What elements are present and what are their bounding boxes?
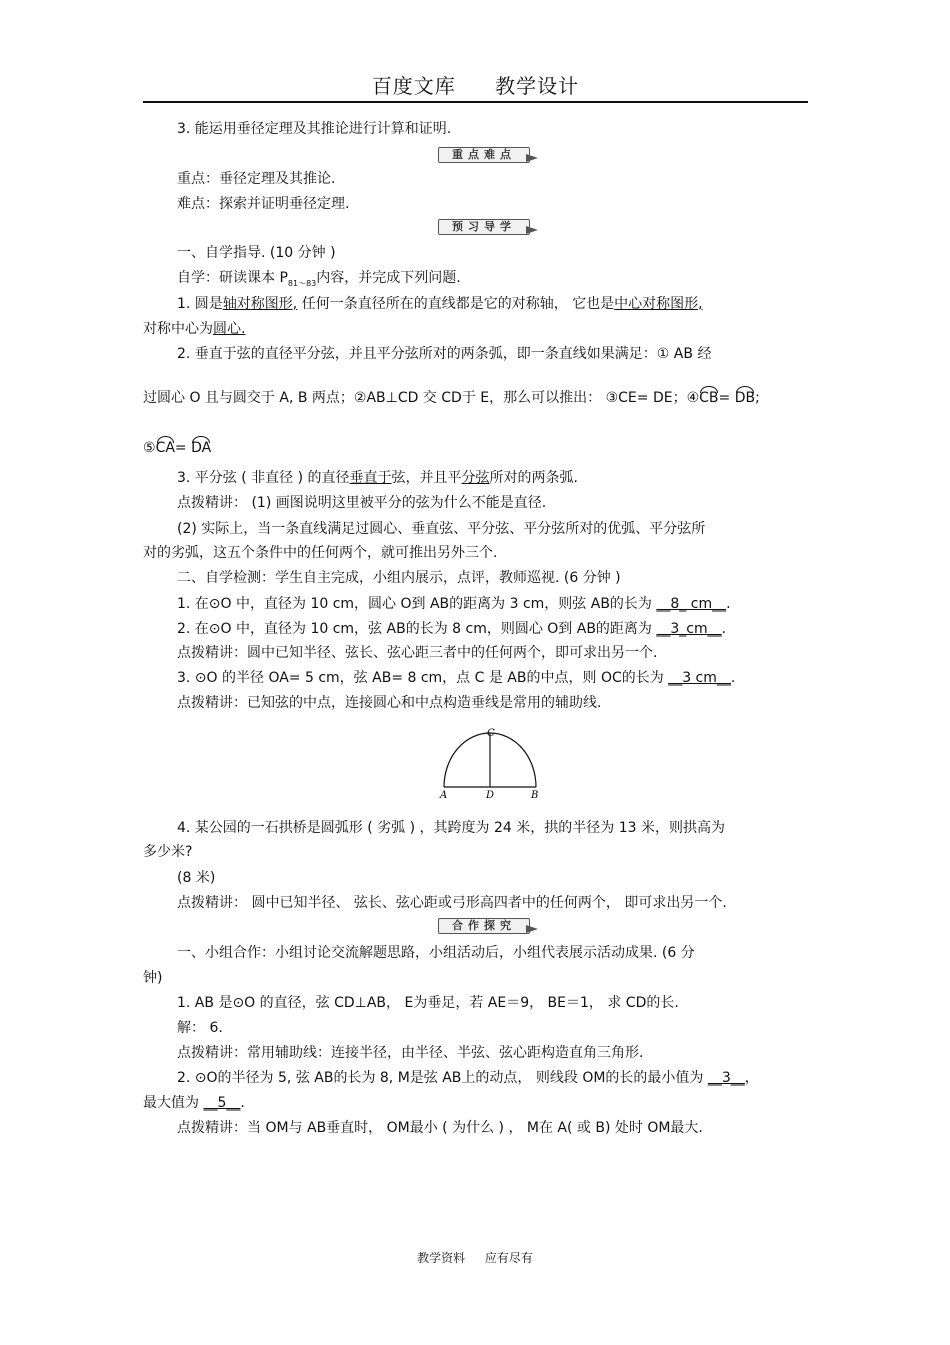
label-c: C	[487, 728, 495, 739]
q2-equals-2: =	[174, 440, 192, 456]
section-self-check: 二、自学检测：学生自主完成，小组内展示，点评，教师巡视. (6 分钟 )	[177, 570, 621, 586]
g2-answer-min: __3__	[707, 1070, 745, 1086]
q3-text-2: 弦，并且平	[391, 470, 462, 486]
group-2-cont	[143, 1094, 245, 1112]
label-b: B	[531, 790, 539, 801]
banner-cooperation-label: 合作探究	[438, 918, 530, 934]
banner-arrow-icon	[526, 154, 538, 162]
c3-answer: __3 cm__	[668, 670, 731, 686]
arch-figure	[438, 725, 542, 803]
header-rule	[143, 101, 808, 103]
page-footer	[0, 1249, 950, 1266]
question-2-cont	[143, 389, 760, 407]
tip-3: 点拨精讲：圆中已知半径、弦长、弦心距三者中的任何两个，即可求出另一个.	[177, 645, 658, 661]
self-study-tail: 内容，并完成下列问题.	[316, 270, 461, 286]
q2-item-5: ⑤	[143, 440, 156, 456]
c1-end: .	[726, 596, 731, 612]
c1-text: 1. 在⊙O 中，直径为 10 cm，圆心 O到 AB的距离为 3 cm，则弦 AB的长为	[177, 596, 657, 612]
check-4-cont: 多少米?	[143, 844, 193, 860]
banner-cooperation	[438, 918, 540, 934]
banner-key-points-label: 重点难点	[438, 147, 530, 163]
page-header	[143, 70, 808, 99]
group-2	[177, 1069, 759, 1087]
q1-answer-1: 轴对称图形,	[222, 296, 298, 312]
tip-7: 点拨精讲：当 OM与 AB垂直时， OM最小 ( 为什么 ) ， M在 A( 或 B) 处时 OM最大.	[177, 1120, 703, 1136]
banner-preview	[438, 219, 540, 235]
check-3	[177, 669, 735, 687]
g2-text: 2. ⊙O的半径为 5, 弦 AB的长为 8, M是弦 AB上的动点， 则线段 OM的长的最小值为	[177, 1070, 708, 1086]
q3-text: 3. 平分弦 ( 非直径 ) 的直径	[177, 470, 350, 486]
g2-end: .	[240, 1095, 245, 1111]
c2-end: .	[721, 621, 727, 637]
q3-text-3: 所对的两条弧.	[489, 470, 578, 486]
header-right: 教学设计	[495, 74, 580, 98]
banner-arrow-icon	[526, 226, 538, 234]
tip-6: 点拨精讲：常用辅助线：连接半径，由半径、半弦、弦心距构造直角三角形.	[177, 1045, 644, 1061]
arc-ca: CA	[155, 440, 175, 456]
label-a: A	[440, 790, 448, 801]
tip-2: (2) 实际上，当一条直线满足过圆心、垂直弦、平分弦、平分弦所对的优弧、平分弦所	[177, 521, 706, 537]
g2-answer-max: __5__	[203, 1095, 241, 1111]
arc-cb: CB	[699, 390, 719, 406]
c1-answer: __8_ cm__	[656, 596, 727, 612]
arc-da: DA	[191, 440, 212, 456]
group-1: 1. AB 是⊙O 的直径，弦 CD⊥AB， E为垂足，若 AE＝9， BE＝1， 求 CD的长.	[177, 995, 679, 1011]
g2-comma: ，	[744, 1070, 759, 1086]
q3-answer-1: 垂直于	[349, 470, 392, 486]
q1-text: 1. 圆是	[177, 296, 223, 312]
check-1	[177, 595, 731, 613]
q1-answer-2: 中心对称图形,	[614, 296, 703, 312]
tip-4: 点拨精讲：已知弦的中点，连接圆心和中点构造垂线是常用的辅助线.	[177, 695, 602, 711]
difficult-point: 难点：探索并证明垂径定理.	[177, 196, 350, 212]
banner-preview-label: 预习导学	[438, 219, 530, 235]
arch-diagram	[438, 725, 542, 803]
key-point: 重点：垂径定理及其推论.	[177, 171, 336, 187]
q2-equals: =	[718, 390, 735, 406]
question-2-cont-2	[143, 439, 211, 457]
q1-text-2: 任何一条直径所在的直线都是它的对称轴， 它也是	[297, 296, 615, 312]
q3-answer-2: 分弦	[461, 470, 490, 486]
question-1	[177, 295, 703, 313]
check-4-answer: (8 米)	[177, 870, 216, 886]
page-range: 81～83	[287, 278, 317, 288]
section-self-study: 一、自学指导. (10 分钟 )	[177, 245, 336, 261]
arc-db: DB	[734, 390, 756, 406]
c3-text: 3. ⊙O 的半径 OA= 5 cm，弦 AB= 8 cm，点 C 是 AB的中点，则 OC的长为	[177, 670, 669, 686]
question-3	[177, 469, 578, 487]
self-study-instruction	[177, 269, 461, 293]
question-2: 2. 垂直于弦的直径平分弦，并且平分弦所对的两条弧，即一条直线如果满足：① AB 经	[177, 346, 712, 362]
c3-end: .	[730, 670, 736, 686]
c2-text: 2. 在⊙O 中，直径为 10 cm，弦 AB的长为 8 cm，则圆心 O到 AB的距离为	[177, 621, 657, 637]
question-1-cont	[143, 320, 245, 338]
header-left: 百度文库	[371, 74, 456, 98]
label-d: D	[486, 790, 495, 801]
section-group-work: 一、小组合作：小组讨论交流解题思路，小组活动后，小组代表展示活动成果. (6 分	[177, 945, 695, 961]
footer-left: 教学资料	[417, 1251, 466, 1265]
check-2	[177, 620, 726, 638]
q1-answer-3: 圆心.	[213, 321, 246, 337]
tip-2-cont: 对的劣弧，这五个条件中的任何两个，就可推出另外三个.	[143, 545, 498, 561]
check-4: 4. 某公园的一石拱桥是圆弧形 ( 劣弧 ) ，其跨度为 24 米，拱的半径为 13 米，则拱高为	[177, 820, 725, 836]
banner-arrow-icon	[526, 925, 538, 933]
g2-text-2: 最大值为	[143, 1095, 204, 1111]
q2-text: 过圆心 O 且与圆交于 A, B 两点；②AB⊥CD 交 CD于 E，那么可以推出： ③CE= DE；④	[143, 390, 700, 406]
q1-text-3: 对称中心为	[143, 321, 213, 337]
section-group-work-cont: 钟)	[143, 970, 163, 986]
self-study-text: 自学：研读课本 P	[177, 270, 288, 286]
c2-answer: __3_cm__	[656, 621, 722, 637]
footer-right: 应有尽有	[484, 1251, 533, 1265]
group-1-answer: 解： 6.	[177, 1020, 223, 1036]
objective-line: 3. 能运用垂径定理及其推论进行计算和证明.	[177, 121, 452, 137]
tip-1: 点拨精讲： (1) 画图说明这里被平分的弦为什么不能是直径.	[177, 495, 547, 511]
q2-end: ;	[755, 390, 760, 406]
tip-5: 点拨精讲： 圆中已知半径、 弦长、弦心距或弓形高四者中的任何两个， 即可求出另一个.	[177, 895, 727, 911]
banner-key-points	[438, 147, 540, 163]
